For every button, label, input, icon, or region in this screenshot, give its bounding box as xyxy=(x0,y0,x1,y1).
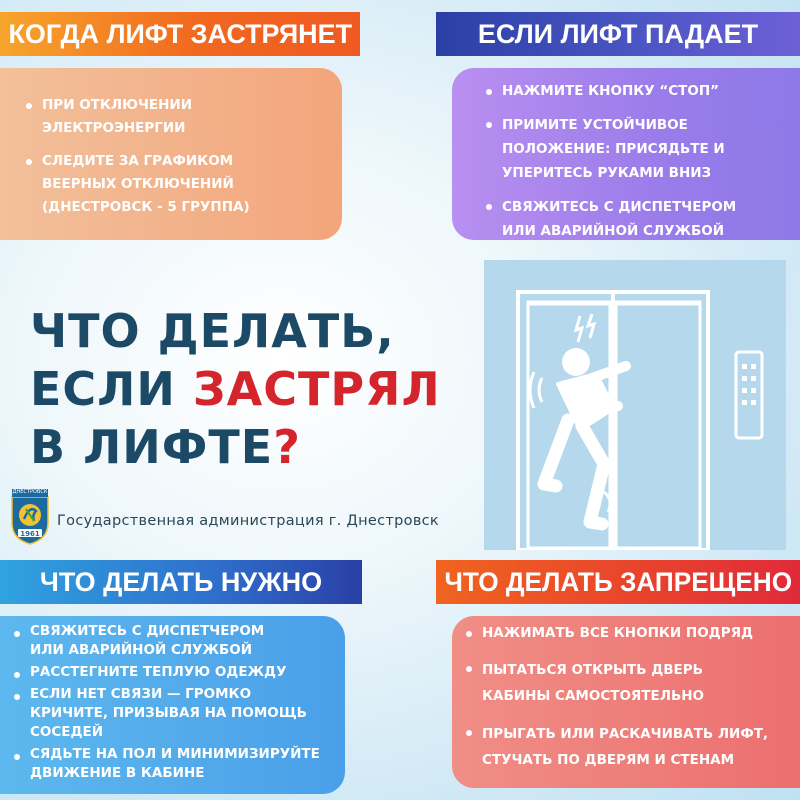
card-what-to-do xyxy=(0,616,345,794)
list-item: РАССТЕГНИТЕ ТЕПЛУЮ ОДЕЖДУ xyxy=(14,663,339,682)
card-when-stuck xyxy=(0,68,342,240)
list-item: НАЖИМАТЬ ВСЕ КНОПКИ ПОДРЯД xyxy=(466,622,792,645)
list-item-note: (ДНЕСТРОВСК - 5 ГРУППА) xyxy=(42,199,250,215)
emblem-year: 1961 xyxy=(20,530,40,538)
list-item: НАЖМИТЕ КНОПКУ “СТОП” xyxy=(486,80,790,103)
title-line-1: ЧТО ДЕЛАТЬ, xyxy=(30,304,395,358)
page-title xyxy=(30,302,441,476)
header-what-to-do-text: ЧТО ДЕЛАТЬ НУЖНО xyxy=(39,567,323,597)
title-question-mark: ? xyxy=(273,420,301,474)
header-what-to-do xyxy=(0,560,362,604)
administration-label: Государственная администрация г. Днестровск xyxy=(57,513,439,529)
list-item: СЯДЬТЕ НА ПОЛ И МИНИМИЗИРУЙТЕ ДВИЖЕНИЕ В КАБИНЕ xyxy=(14,745,339,783)
header-when-stuck xyxy=(0,12,360,56)
card-what-is-forbidden xyxy=(452,616,800,788)
header-when-stuck-text: КОГДА ЛИФТ ЗАСТРЯНЕТ xyxy=(8,19,352,49)
stuck-elevator-illustration-icon xyxy=(484,260,786,550)
header-what-is-forbidden xyxy=(436,560,800,604)
list-item: СЛЕДИТЕ ЗА ГРАФИКОМ ВЕЕРНЫХ ОТКЛЮЧЕНИЙ (ДНЕСТРОВСК - 5 ГРУППА) xyxy=(26,150,322,219)
list-item: ЕСЛИ НЕТ СВЯЗИ — ГРОМКО КРИЧИТЕ, ПРИЗЫВАЯ НА ПОМОЩЬ СОСЕДЕЙ xyxy=(14,685,339,742)
list-item: ПЫТАТЬСЯ ОТКРЫТЬ ДВЕРЬ КАБИНЫ САМОСТОЯТЕЛЬНО xyxy=(466,657,792,709)
header-what-is-forbidden-text: ЧТО ДЕЛАТЬ ЗАПРЕЩЕНО xyxy=(444,567,792,597)
card-if-falling xyxy=(452,68,800,240)
emblem-top-text: ДНЕСТРОВСК xyxy=(12,489,48,495)
header-if-falling xyxy=(436,12,800,56)
title-highlight: ЗАСТРЯЛ xyxy=(192,362,441,416)
list-item: СВЯЖИТЕСЬ С ДИСПЕТЧЕРОМ ИЛИ АВАРИЙНОЙ СЛУЖБОЙ xyxy=(486,195,790,243)
list-item: ПРИ ОТКЛЮЧЕНИИ ЭЛЕКТРОЭНЕРГИИ xyxy=(26,94,322,140)
title-line-3: В ЛИФТЕ? xyxy=(30,420,301,474)
title-line-2: ЕСЛИ ЗАСТРЯЛ xyxy=(30,362,441,416)
list-item: ПРЫГАТЬ ИЛИ РАСКАЧИВАТЬ ЛИФТ, СТУЧАТЬ ПО ДВЕРЯМ И СТЕНАМ xyxy=(466,721,792,773)
list-item: СВЯЖИТЕСЬ С ДИСПЕТЧЕРОМ ИЛИ АВАРИЙНОЙ СЛУЖБОЙ xyxy=(14,622,339,660)
list-item: ПРИМИТЕ УСТОЙЧИВОЕ ПОЛОЖЕНИЕ: ПРИСЯДЬТЕ И УПЕРИТЕСЬ РУКАМИ ВНИЗ xyxy=(486,113,790,185)
header-if-falling-text: ЕСЛИ ЛИФТ ПАДАЕТ xyxy=(477,19,759,49)
